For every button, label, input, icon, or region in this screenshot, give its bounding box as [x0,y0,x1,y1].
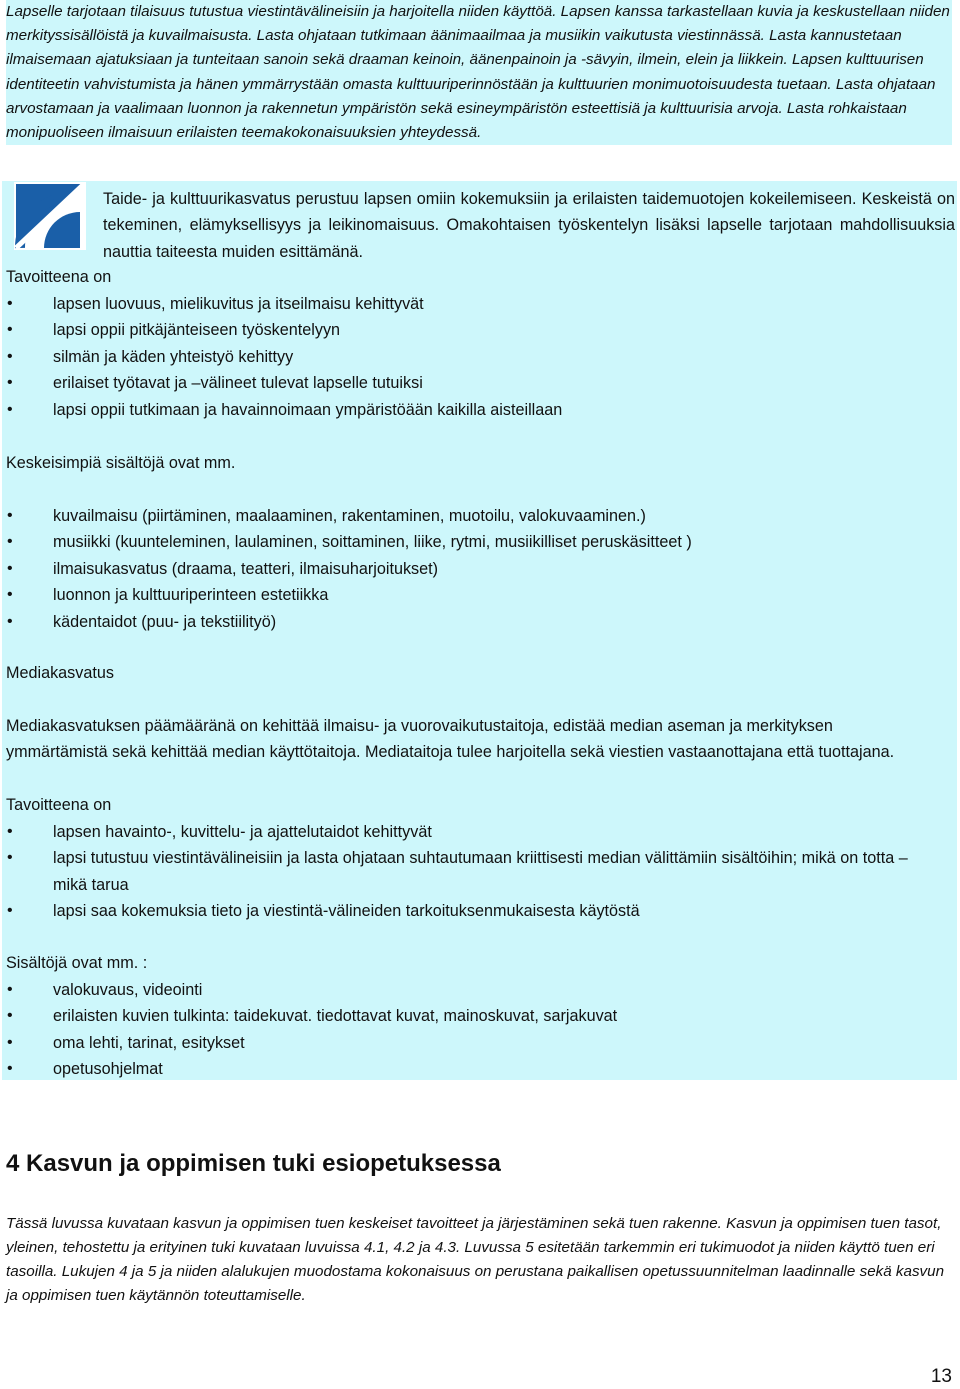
list-item: • silmän ja käden yhteistyö kehittyy [0,344,950,370]
compass-arc-logo-icon [14,182,86,250]
list-item: • erilaiset työtavat ja –välineet tulevat lapselle tutuiksi [0,370,950,396]
bullet-icon: • [7,849,13,867]
bullet-icon: • [7,612,13,630]
goals-label: Tavoitteena on [6,268,112,286]
media-goals-list [0,819,950,925]
bullet-icon: • [7,559,13,577]
media-heading: Mediakasvatus [6,664,114,682]
list-item: • lapsi oppii pitkäjänteiseen työskentelyyn [0,317,950,343]
list-item: • lapsi tutustuu viestintävälineisiin ja lasta ohjataan suhtautumaan kriittisesti median välittämiin sisältöihin; mikä on totta – mikä tarua [0,845,950,898]
list-item: • lapsen luovuus, mielikuvitus ja itseilmaisu kehittyvät [0,291,950,317]
bullet-icon: • [7,295,13,312]
list-item: • lapsi oppii tutkimaan ja havainnoimaan ympäristöään kaikilla aisteillaan [0,397,950,423]
list-item: • valokuvaus, videointi [0,977,950,1003]
media-contents-label: Sisältöjä ovat mm. : [6,954,148,972]
bullet-icon: • [7,321,13,339]
bullet-icon: • [7,347,13,365]
list-item: • luonnon ja kulttuuriperinteen estetiikka [0,582,950,608]
chapter-heading: 4 Kasvun ja oppimisen tuki esiopetuksessa [6,1150,501,1177]
intro-text-block [6,0,952,145]
outro-paragraph: Tässä luvussa kuvataan kasvun ja oppimisen tuen keskeiset tavoitteet ja järjestäminen sekä tuen rakenne. Kasvun ja oppimisen tuen tasot, yleinen, tehostettu ja erityinen tuki kuvataan luvuissa 4.1, 4.2 ja 4.3. Luvussa 5 esitetään tarkemmin eri tukimuodot ja niiden käyttö tuen eri tasoilla. Lukujen 4 ja 5 ja niiden alalukujen muodostama kokonaisuus on perustana paikallisen opetussuunnitelman laadinnalle sekä kasvun ja oppimisen tuen käytännön toteuttamiselle. [6,1215,945,1304]
page-number: 13 [930,1366,952,1387]
list-item: • lapsi saa kokemuksia tieto ja viestintä-välineiden tarkoituksenmukaisesta käytöstä [0,898,950,924]
intro-paragraph: Lapselle tarjotaan tilaisuus tutustua viestintävälineisiin ja harjoitella niiden käyttöä. Lapsen kanssa tarkastellaan kuvia ja keskustellaan niiden merkityssisällöistä ja kuvailmaisusta. Lasta ohjataan tutkimaan äänimaailmaa ja musiikin vaikutusta viestinnässä. Lasta kannustetaan ilmaisemaan ajatuksiaan ja tunteitaan sanoin sekä draaman keinoin, äänenpainoin ja -sävyin, ilmein, elein ja liikkein. Lapsen kulttuurisen identiteetin vahvistumista ja hänen ymmärrystään omasta kulttuuriperinnöstään ja kulttuurien monimuotoisuudesta tuetaan. Lasta ohjataan arvostamaan ja vaalimaan luonnon ja rakennetun ympäristön sekä esineympäristön esteettisiä ja kulttuurisia arvoja. Lasta rohkaistaan monipuoliseen ilmaisuun erilaisten teemakokonaisuuksien yhteydessä. [6,3,950,142]
goals-list [0,291,950,423]
bullet-icon: • [7,981,13,998]
bullet-icon: • [7,400,13,418]
list-item: • kädentaidot (puu- ja tekstiilityö) [0,609,950,635]
bullet-icon: • [7,374,13,392]
media-paragraph: Mediakasvatuksen päämääränä on kehittää ilmaisu- ja vuorovaikutustaitoja, edistää median aseman ja merkityksen ymmärtämistä sekä kehittää median käyttötaitoja. Mediataitoja tulee harjoitella sekä viestien vastaanottajana että tuottajana. [6,717,895,762]
bullet-icon: • [7,507,13,524]
list-item: • lapsen havainto-, kuvittelu- ja ajattelutaidot kehittyvät [0,819,950,845]
bullet-icon: • [7,1060,13,1078]
box-intro-paragraph: Taide- ja kulttuurikasvatus perustuu lapsen omiin kokemuksiin ja erilaisten taidemuotojen kokeilemiseen. Keskeistä on tekeminen, elämyksellisyys ja leikinomaisuus. Omakohtaisen työskentelyn lisäksi lapselle tarjotaan mahdollisuuksia nauttia taiteesta muiden esittämänä. [103,190,955,261]
bullet-icon: • [7,1033,13,1051]
list-item: • musiikki (kuunteleminen, laulaminen, soittaminen, liike, rytmi, musiikilliset peruskäsitteet ) [0,529,950,555]
media-contents-list [0,977,950,1083]
list-item: • ilmaisukasvatus (draama, teatteri, ilmaisuharjoitukset) [0,556,950,582]
bullet-icon: • [7,902,13,920]
list-item: • kuvailmaisu (piirtäminen, maalaaminen, rakentaminen, muotoilu, valokuvaaminen.) [0,503,950,529]
contents-list [0,503,950,635]
bullet-icon: • [7,533,13,551]
list-item: • opetusohjelmat [0,1056,950,1082]
list-item: • oma lehti, tarinat, esitykset [0,1030,950,1056]
bullet-icon: • [7,586,13,604]
bullet-icon: • [7,1007,13,1025]
bullet-icon: • [7,823,13,840]
logo-svg [14,182,86,250]
contents-label: Keskeisimpiä sisältöjä ovat mm. [6,454,236,472]
media-goals-label: Tavoitteena on [6,796,112,814]
list-item: • erilaisten kuvien tulkinta: taidekuvat. tiedottavat kuvat, mainoskuvat, sarjakuvat [0,1003,950,1029]
